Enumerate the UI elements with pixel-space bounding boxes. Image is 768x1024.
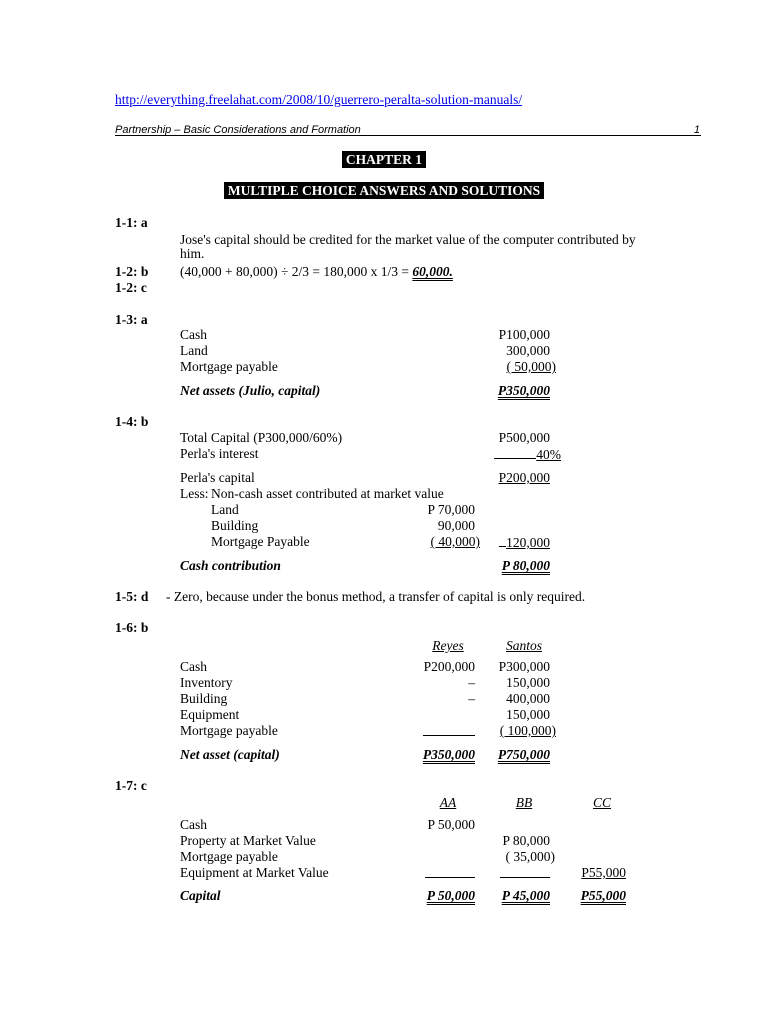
q1-6-col-reyes-text: Reyes <box>432 638 464 653</box>
q1-3-row-item: Land <box>180 343 208 358</box>
q1-7-col-bb <box>494 795 554 811</box>
q1-4-total-capital-amount: P500,000 <box>498 430 550 445</box>
blank-line <box>425 865 475 878</box>
q1-7-row-cc-text: P55,000 <box>581 865 626 880</box>
q1-4-total-capital-label: Total Capital (P300,000/60%) <box>180 430 343 445</box>
q1-4-label: 1-4: b <box>115 414 149 429</box>
q1-6-row-santos: 150,000 <box>506 675 550 690</box>
blank-line <box>494 446 536 459</box>
q1-7-row-bb: P 80,000 <box>502 833 550 848</box>
q1-6-total-label: Net asset (capital) <box>180 747 280 762</box>
q1-1-text-line2: him. <box>180 246 205 261</box>
q1-3-total-amount-text: P350,000 <box>497 383 550 398</box>
q1-4-interest-label: Perla's interest <box>180 446 259 461</box>
chapter-title-wrap <box>0 152 768 168</box>
q1-4-cash-amount-text: P 80,000 <box>501 558 550 573</box>
q1-6-row-reyes: P200,000 <box>423 659 475 674</box>
q1-2b-solution <box>180 264 453 280</box>
q1-7-label: 1-7: c <box>115 778 147 793</box>
section-title: MULTIPLE CHOICE ANSWERS AND SOLUTIONS <box>224 182 544 199</box>
q1-5-label: 1-5: d <box>115 589 149 604</box>
q1-6-col-santos-text: Santos <box>505 638 542 653</box>
q1-6-row-item: Inventory <box>180 675 233 690</box>
chapter-title: CHAPTER 1 <box>342 151 426 168</box>
q1-7-row-bb: ( 35,000) <box>505 849 555 864</box>
q1-6-row-item: Mortgage payable <box>180 723 278 738</box>
q1-4-less-text: Non-cash asset contributed at market value <box>211 486 444 501</box>
q1-6-row-reyes: – <box>468 675 475 690</box>
q1-4-sub-item: Land <box>211 502 239 517</box>
q1-7-row-item: Cash <box>180 817 207 832</box>
q1-4-sub-amount-text: ( 40,000) <box>430 534 480 549</box>
q1-7-col-cc <box>572 795 632 811</box>
q1-6-row-santos: P300,000 <box>498 659 550 674</box>
q1-4-interest-amount <box>450 446 561 463</box>
q1-6-col-reyes <box>418 638 478 654</box>
q1-4-sub-amount: 90,000 <box>437 518 475 533</box>
q1-6-row-santos: 400,000 <box>506 691 550 706</box>
q1-1-text-line1: Jose's capital should be credited for the market value of the computer contributed by <box>180 232 636 247</box>
header-rule <box>115 135 701 136</box>
q1-7-total-cc <box>526 888 626 904</box>
q1-4-sub-total <box>450 534 550 551</box>
section-title-wrap <box>0 183 768 199</box>
q1-5-text: - Zero, because under the bonus method, a transfer of capital is only required. <box>166 589 586 604</box>
q1-3-total-label: Net assets (Julio, capital) <box>180 383 321 398</box>
q1-6-row-reyes: – <box>468 691 475 706</box>
q1-7-aa-blank <box>425 865 475 882</box>
q1-3-row-item: Cash <box>180 327 207 342</box>
q1-3-row-amount: 300,000 <box>506 343 550 358</box>
q1-6-row-santos-text: ( 100,000) <box>499 723 556 738</box>
q1-4-capital-amount <box>450 470 550 486</box>
q1-6-col-santos <box>494 638 554 654</box>
q1-3-row-amount-text: ( 50,000) <box>506 359 556 374</box>
q1-2b-formula: (40,000 + 80,000) ÷ 2/3 = 180,000 x 1/3 = <box>180 264 413 279</box>
q1-4-interest-amount-text: 40% <box>536 447 561 462</box>
q1-3-row-amount <box>450 359 556 375</box>
q1-4-sub-total-text: 120,000 <box>506 535 550 550</box>
q1-7-total-cc-text: P55,000 <box>580 888 626 903</box>
q1-6-total-santos <box>450 747 550 763</box>
q1-7-col-aa-text: AA <box>439 795 457 810</box>
q1-6-row-item: Building <box>180 691 228 706</box>
q1-7-total-label: Capital <box>180 888 221 903</box>
q1-2b-label: 1-2: b <box>115 264 149 279</box>
header-title: Partnership – Basic Considerations and Formation <box>115 124 361 136</box>
q1-4-capital-amount-text: P200,000 <box>498 470 550 485</box>
q1-7-col-aa <box>418 795 478 811</box>
q1-4-less-label: Less: <box>180 486 209 501</box>
q1-4-sub-item: Mortgage Payable <box>211 534 310 549</box>
q1-6-total-santos-text: P750,000 <box>497 747 550 762</box>
q1-4-sub-item: Building <box>211 518 259 533</box>
q1-4-capital-label: Perla's capital <box>180 470 255 485</box>
q1-6-row-santos <box>450 723 556 739</box>
q1-7-row-item: Equipment at Market Value <box>180 865 329 880</box>
q1-7-row-item: Property at Market Value <box>180 833 316 848</box>
q1-7-row-cc <box>526 865 626 881</box>
q1-2c-label: 1-2: c <box>115 280 147 295</box>
header-page-number: 1 <box>693 124 700 136</box>
source-url-link[interactable]: http://everything.freelahat.com/2008/10/guerrero-peralta-solution-manuals/ <box>115 92 523 107</box>
q1-7-col-cc-text: CC <box>592 795 611 810</box>
q1-7-col-bb-text: BB <box>515 795 533 810</box>
q1-7-total-aa-text: P 50,000 <box>426 888 475 903</box>
q1-3-total-amount <box>450 383 550 399</box>
q1-6-row-santos: 150,000 <box>506 707 550 722</box>
q1-4-cash-label: Cash contribution <box>180 558 281 573</box>
q1-3-row-amount: P100,000 <box>498 327 550 342</box>
q1-6-total-reyes-text: P350,000 <box>422 747 475 762</box>
q1-7-row-aa: P 50,000 <box>427 817 475 832</box>
q1-4-sub-amount: P 70,000 <box>427 502 475 517</box>
q1-2b-answer: 60,000. <box>412 264 453 279</box>
q1-6-label: 1-6: b <box>115 620 149 635</box>
q1-1-label: 1-1: a <box>115 215 148 230</box>
q1-3-label: 1-3: a <box>115 312 148 327</box>
q1-7-total-bb-text: P 45,000 <box>501 888 550 903</box>
q1-4-cash-amount <box>450 558 550 574</box>
q1-3-row-item: Mortgage payable <box>180 359 278 374</box>
q1-7-row-item: Mortgage payable <box>180 849 278 864</box>
q1-6-row-item: Cash <box>180 659 207 674</box>
q1-6-row-item: Equipment <box>180 707 240 722</box>
